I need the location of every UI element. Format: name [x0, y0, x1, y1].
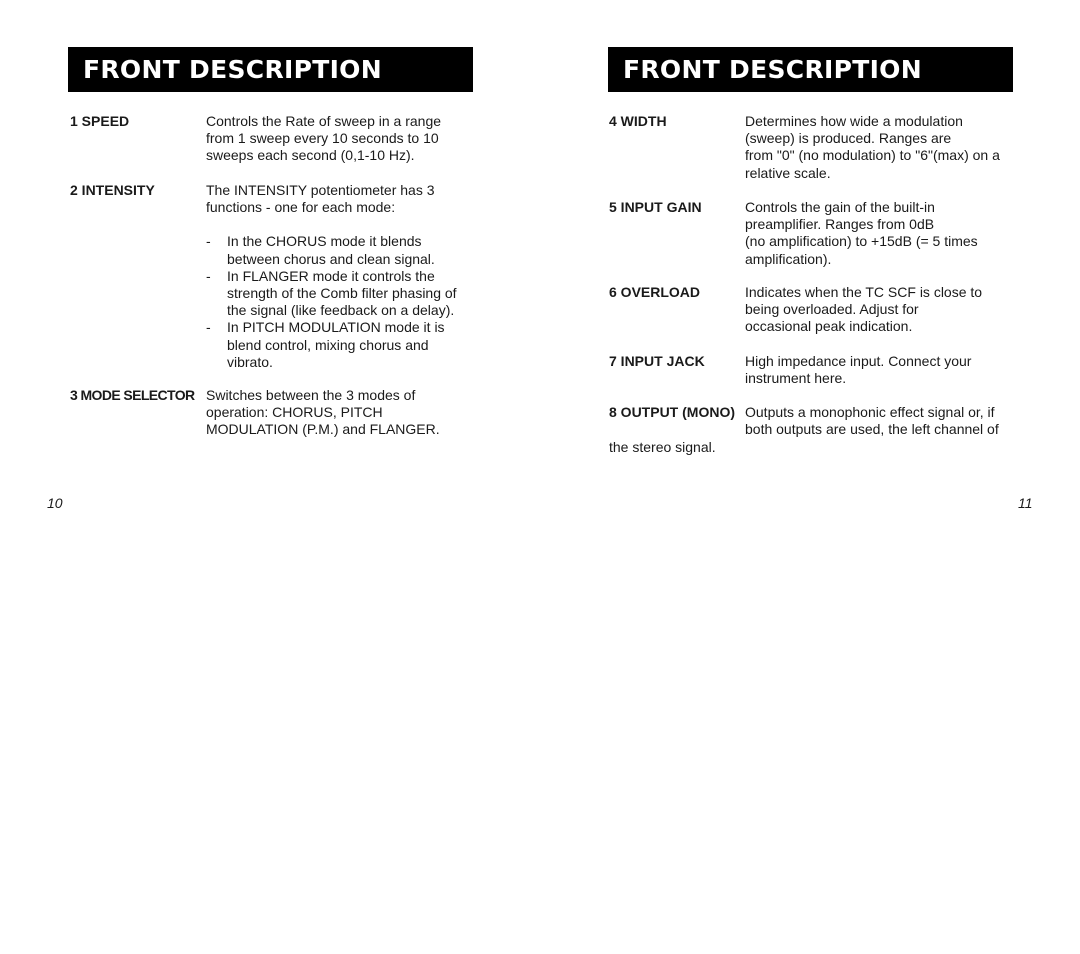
entry-description — [206, 113, 441, 165]
description-line: being overloaded. Adjust for — [745, 301, 919, 318]
description-line: amplification). — [745, 250, 832, 267]
description-line: from "0" (no modulation) to "6"(max) on a — [745, 147, 1000, 164]
description-line: (no amplification) to +15dB (= 5 times — [745, 233, 978, 250]
description-line: both outputs are used, the left channel of — [745, 421, 999, 438]
page-number: 10 — [47, 495, 63, 511]
entry-description — [745, 113, 1000, 182]
section-title-banner: FRONT DESCRIPTION — [608, 47, 1013, 92]
description-line: The INTENSITY potentiometer has 3 — [206, 182, 435, 198]
page-number: 11 — [1018, 495, 1033, 511]
description-line: instrument here. — [745, 370, 847, 387]
description-line: relative scale. — [745, 164, 831, 181]
mode-bullet-chorus — [206, 233, 457, 267]
description-line: MODULATION (P.M.) and FLANGER. — [206, 421, 440, 438]
right-page — [540, 0, 1080, 954]
entry-description — [206, 182, 457, 371]
entry-description — [745, 284, 982, 336]
bullet-dash: - — [206, 319, 211, 336]
entry-description — [206, 387, 440, 439]
description-wrapped-line: the stereo signal. — [609, 439, 716, 455]
entry-description — [745, 404, 999, 438]
bullet-line: vibrato. — [227, 353, 273, 370]
entry-term: 8 OUTPUT (MONO) — [609, 404, 735, 420]
entry-term: 4 WIDTH — [609, 113, 667, 129]
description-line: sweeps each second (0,1-10 Hz). — [206, 147, 415, 164]
section-title-banner: FRONT DESCRIPTION — [68, 47, 473, 92]
bullet-line: In FLANGER mode it controls the — [227, 267, 435, 284]
entry-term: 5 INPUT GAIN — [609, 199, 702, 215]
bullet-dash: - — [206, 267, 211, 284]
bullet-line: between chorus and clean signal. — [227, 250, 435, 267]
bullet-line: blend control, mixing chorus and — [227, 336, 429, 353]
bullet-dash: - — [206, 233, 211, 250]
description-line: functions - one for each mode: — [206, 199, 396, 216]
description-line: Outputs a monophonic effect signal or, if — [745, 404, 995, 420]
bullet-line: strength of the Comb filter phasing of — [227, 284, 457, 301]
description-line: Controls the gain of the built-in — [745, 199, 935, 215]
entry-term: 6 OVERLOAD — [609, 284, 701, 300]
description-line: High impedance input. Connect your — [745, 353, 972, 369]
entry-term: 1 SPEED — [70, 113, 130, 129]
bullet-line: In the CHORUS mode it blends — [227, 233, 422, 250]
entry-term: 3 MODE SELECTOR — [70, 387, 195, 403]
bullet-line: In PITCH MODULATION mode it is — [227, 319, 445, 336]
description-line: from 1 sweep every 10 seconds to 10 — [206, 130, 439, 147]
description-line: Controls the Rate of sweep in a range — [206, 113, 442, 129]
mode-bullet-flanger — [206, 268, 457, 320]
mode-bullet-pitch-modulation — [206, 319, 457, 371]
entry-term: 2 INTENSITY — [70, 182, 155, 198]
bullet-line: the signal (like feedback on a delay). — [227, 302, 455, 319]
description-line: preamplifier. Ranges from 0dB — [745, 216, 935, 233]
entry-term: 7 INPUT JACK — [609, 353, 705, 369]
description-line: (sweep) is produced. Ranges are — [745, 130, 952, 147]
entry-description — [745, 199, 978, 268]
entry-description — [745, 353, 971, 387]
description-line: operation: CHORUS, PITCH — [206, 404, 383, 421]
description-line: Switches between the 3 modes of — [206, 387, 416, 403]
description-line: Indicates when the TC SCF is close to — [745, 284, 983, 300]
description-line: Determines how wide a modulation — [745, 113, 963, 129]
description-line: occasional peak indication. — [745, 318, 913, 335]
